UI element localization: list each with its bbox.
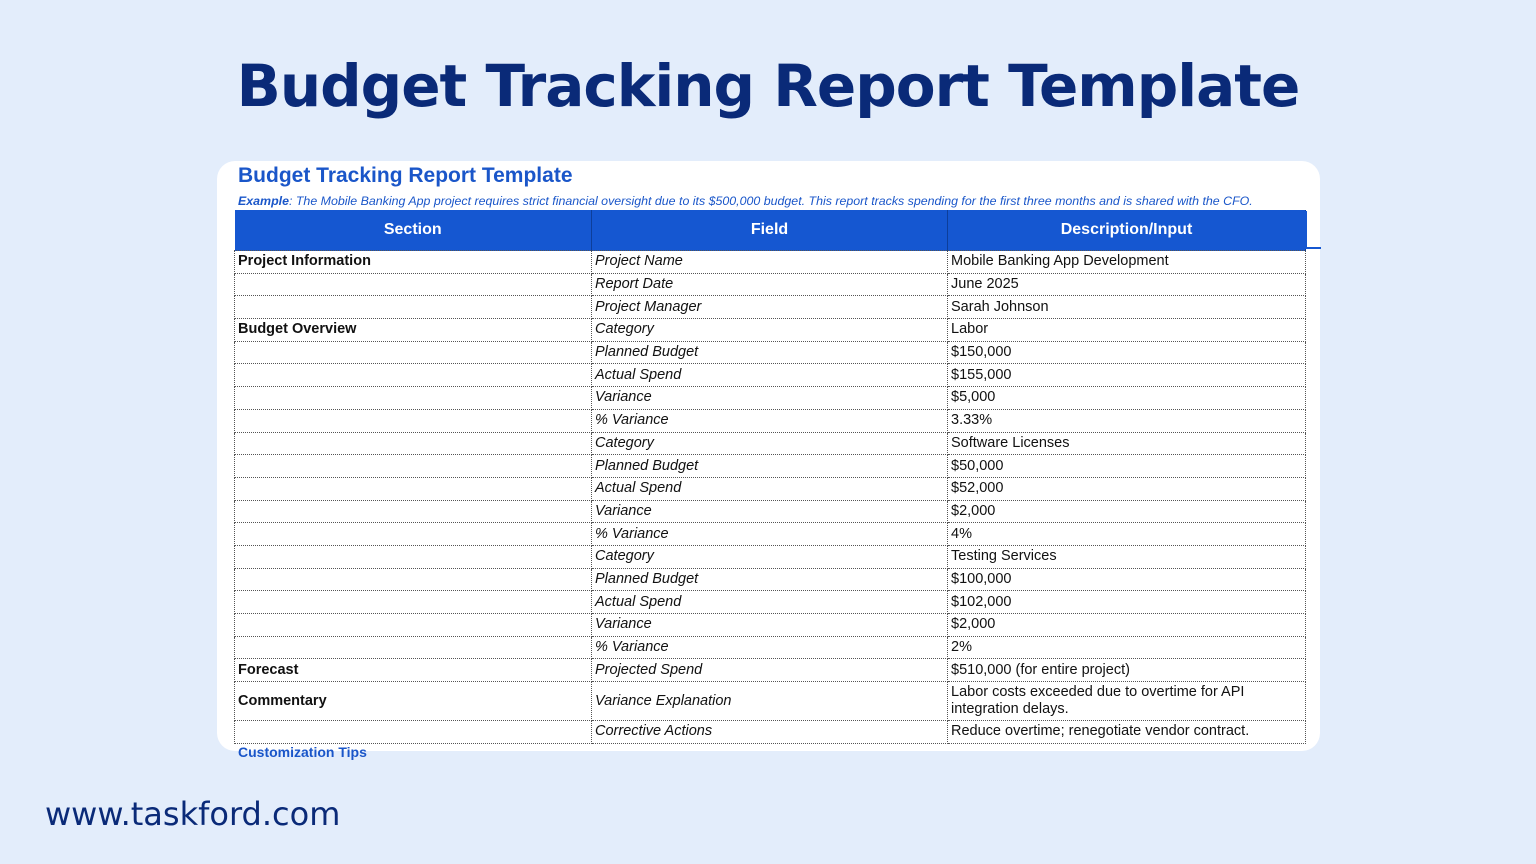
next-section-peek: Customization Tips	[238, 744, 367, 760]
table-row	[235, 614, 1306, 637]
section-cell[interactable]	[235, 545, 592, 568]
table-row	[235, 721, 1306, 744]
footer-url: www.taskford.com	[45, 795, 341, 833]
section-cell[interactable]	[235, 387, 592, 410]
header-field: Field	[592, 210, 948, 251]
value-cell[interactable]: Labor costs exceeded due to overtime for API integration delays.	[948, 682, 1306, 721]
field-cell[interactable]: Variance	[592, 614, 948, 637]
table-row	[235, 432, 1306, 455]
table-row	[235, 296, 1306, 319]
table-row	[235, 682, 1306, 721]
field-cell[interactable]: Project Manager	[592, 296, 948, 319]
example-note	[238, 194, 1320, 208]
section-cell[interactable]: Budget Overview	[235, 319, 592, 342]
value-cell[interactable]: $150,000	[948, 341, 1306, 364]
header-description: Description/Input	[948, 210, 1306, 251]
table-row	[235, 636, 1306, 659]
example-text: : The Mobile Banking App project requires strict financial oversight due to its $500,000 budget. This report tracks spending for the first three months and is shared with the CFO.	[288, 194, 1253, 208]
field-cell[interactable]: Report Date	[592, 273, 948, 296]
field-cell[interactable]: Category	[592, 432, 948, 455]
table-row	[235, 545, 1306, 568]
table-row	[235, 523, 1306, 546]
table-body	[235, 251, 1306, 744]
value-cell[interactable]: Testing Services	[948, 545, 1306, 568]
value-cell[interactable]: June 2025	[948, 273, 1306, 296]
table-row	[235, 387, 1306, 410]
value-cell[interactable]: $2,000	[948, 500, 1306, 523]
value-cell[interactable]: $52,000	[948, 477, 1306, 500]
table-row	[235, 341, 1306, 364]
section-cell[interactable]	[235, 721, 592, 744]
value-cell[interactable]: Labor	[948, 319, 1306, 342]
value-cell[interactable]: Sarah Johnson	[948, 296, 1306, 319]
field-cell[interactable]: Actual Spend	[592, 591, 948, 614]
field-cell[interactable]: Actual Spend	[592, 364, 948, 387]
value-cell[interactable]: $102,000	[948, 591, 1306, 614]
table-row	[235, 477, 1306, 500]
value-cell[interactable]: $50,000	[948, 455, 1306, 478]
section-cell[interactable]: Commentary	[235, 682, 592, 721]
field-cell[interactable]: Planned Budget	[592, 455, 948, 478]
value-cell[interactable]: $5,000	[948, 387, 1306, 410]
value-cell[interactable]: Software Licenses	[948, 432, 1306, 455]
table-row	[235, 364, 1306, 387]
value-cell[interactable]: 4%	[948, 523, 1306, 546]
field-cell[interactable]: Category	[592, 545, 948, 568]
field-cell[interactable]: Planned Budget	[592, 568, 948, 591]
field-cell[interactable]: Corrective Actions	[592, 721, 948, 744]
field-cell[interactable]: Variance	[592, 387, 948, 410]
table-row	[235, 251, 1306, 274]
section-cell[interactable]	[235, 500, 592, 523]
sheet-title: Budget Tracking Report Template	[238, 164, 573, 187]
section-cell[interactable]	[235, 636, 592, 659]
field-cell[interactable]: Planned Budget	[592, 341, 948, 364]
value-cell[interactable]: $2,000	[948, 614, 1306, 637]
section-cell[interactable]	[235, 273, 592, 296]
table-row	[235, 455, 1306, 478]
field-cell[interactable]: Category	[592, 319, 948, 342]
page-title: Budget Tracking Report Template	[236, 52, 1300, 120]
section-cell[interactable]: Project Information	[235, 251, 592, 274]
value-cell[interactable]: $155,000	[948, 364, 1306, 387]
field-cell[interactable]: Project Name	[592, 251, 948, 274]
section-cell[interactable]	[235, 614, 592, 637]
section-cell[interactable]	[235, 409, 592, 432]
section-cell[interactable]	[235, 432, 592, 455]
field-cell[interactable]: % Variance	[592, 636, 948, 659]
section-cell[interactable]	[235, 568, 592, 591]
section-cell[interactable]	[235, 455, 592, 478]
table-row	[235, 568, 1306, 591]
value-cell[interactable]: $510,000 (for entire project)	[948, 659, 1306, 682]
section-cell[interactable]	[235, 477, 592, 500]
section-cell[interactable]	[235, 523, 592, 546]
value-cell[interactable]: $100,000	[948, 568, 1306, 591]
field-cell[interactable]: % Variance	[592, 523, 948, 546]
value-cell[interactable]: Reduce overtime; renegotiate vendor contract.	[948, 721, 1306, 744]
value-cell[interactable]: 3.33%	[948, 409, 1306, 432]
spreadsheet-card	[217, 161, 1320, 760]
table-row	[235, 409, 1306, 432]
field-cell[interactable]: Variance	[592, 500, 948, 523]
table-row	[235, 273, 1306, 296]
table-header-row	[235, 210, 1306, 251]
section-cell[interactable]	[235, 364, 592, 387]
table-row	[235, 591, 1306, 614]
table-row	[235, 500, 1306, 523]
value-cell[interactable]: Mobile Banking App Development	[948, 251, 1306, 274]
section-cell[interactable]	[235, 591, 592, 614]
budget-table	[234, 210, 1306, 744]
cell-selection-edge	[1305, 211, 1321, 249]
example-label: Example	[238, 194, 289, 208]
field-cell[interactable]: % Variance	[592, 409, 948, 432]
field-cell[interactable]: Projected Spend	[592, 659, 948, 682]
section-cell[interactable]: Forecast	[235, 659, 592, 682]
section-cell[interactable]	[235, 296, 592, 319]
table-row	[235, 319, 1306, 342]
field-cell[interactable]: Actual Spend	[592, 477, 948, 500]
section-cell[interactable]	[235, 341, 592, 364]
header-section: Section	[235, 210, 592, 251]
field-cell[interactable]: Variance Explanation	[592, 682, 948, 721]
table-row	[235, 659, 1306, 682]
value-cell[interactable]: 2%	[948, 636, 1306, 659]
